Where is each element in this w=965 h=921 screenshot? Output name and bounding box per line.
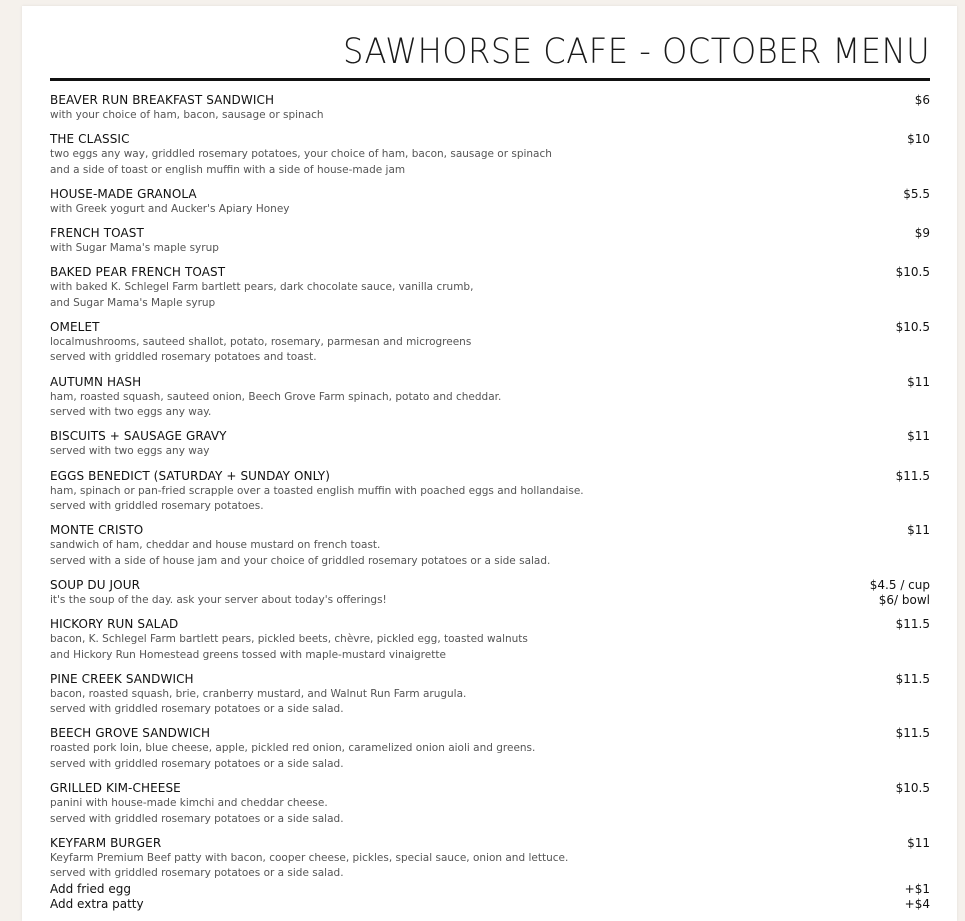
menu-item (50, 375, 930, 421)
menu-item-price: $4.5 / cup $6/ bowl (869, 577, 930, 607)
menu-item-name: BEECH GROVE SANDWICH (50, 726, 211, 741)
menu-item-description: with Greek yogurt and Aucker's Apiary Honey (50, 202, 290, 215)
menu-item (50, 836, 930, 882)
menu-item (50, 726, 930, 772)
menu-item-description: with your choice of ham, bacon, sausage or spinach (50, 109, 324, 121)
menu-item-price: $11 (907, 429, 930, 444)
menu-item-description: ham, spinach or pan-fried scrapple over a toasted english muffin with poached eggs and hollandaise. served with griddled rosemary potatoes. (50, 484, 584, 512)
menu-title: SAWHORSE CAFE - OCTOBER MENU (342, 32, 930, 72)
menu-items-list (50, 93, 930, 912)
menu-item-price: $11.5 (895, 671, 930, 686)
menu-item (50, 265, 930, 311)
menu-item-description: roasted pork loin, blue cheese, apple, pickled red onion, caramelized onion aioli and greens. served with griddled rosemary potatoes or a side salad. (50, 742, 536, 770)
menu-item-description: bacon, roasted squash, brie, cranberry mustard, and Walnut Run Farm arugula. served with griddled rosemary potatoes or a side salad. (50, 687, 467, 716)
menu-item-price: $10.5 (895, 781, 930, 796)
menu-item-description: localmushrooms, sauteed shallot, potato, rosemary, parmesan and microgreens served with griddled rosemary potatoes and toast. (50, 335, 472, 364)
menu-page (22, 6, 957, 921)
addon-label: Add extra patty (50, 896, 144, 911)
menu-item-price: $10.5 (895, 265, 930, 280)
menu-item-price: $11 (907, 374, 930, 389)
menu-item-price: $5.5 (903, 186, 930, 201)
menu-item-price: $11 (907, 523, 930, 538)
menu-item-price: $9 (914, 226, 930, 241)
menu-item-name: SOUP DU JOUR (50, 577, 141, 592)
menu-item-name: HICKORY RUN SALAD (50, 617, 179, 632)
menu-item-name: OMELET (50, 319, 100, 334)
addon-price: +$1 (904, 881, 930, 896)
menu-item (50, 523, 930, 569)
menu-item-name: AUTUMN HASH (50, 374, 142, 389)
menu-item-price: $10.5 (895, 319, 930, 334)
title-divider (50, 78, 930, 81)
menu-item-description: ham, roasted squash, sauteed onion, Beech Grove Farm spinach, potato and cheddar. served with two eggs any way. (50, 390, 502, 419)
menu-item-description: Keyfarm Premium Beef patty with bacon, cooper cheese, pickles, special sauce, onion and lettuce. served with griddled rosemary potatoes or a side salad. (50, 851, 569, 880)
menu-item-name: BEAVER RUN BREAKFAST SANDWICH (50, 93, 275, 107)
menu-item-name: EGGS BENEDICT (SATURDAY + SUNDAY ONLY) (50, 468, 331, 483)
menu-item-name: FRENCH TOAST (50, 226, 144, 241)
menu-item-price: $11.5 (895, 617, 930, 632)
menu-item-price: $11.5 (895, 468, 930, 483)
menu-item-name: GRILLED KIM-CHEESE (50, 781, 181, 796)
menu-item-price: $11.5 (895, 726, 930, 741)
menu-item (50, 672, 930, 718)
menu-item (50, 187, 930, 218)
menu-item-name: HOUSE-MADE GRANOLA (50, 186, 197, 201)
menu-addon (50, 897, 930, 912)
menu-item (50, 429, 930, 460)
menu-item-name: BISCUITS + SAUSAGE GRAVY (50, 429, 227, 444)
addon-price: +$4 (904, 896, 930, 911)
addon-label: Add fried egg (50, 881, 131, 896)
menu-item-price: $10 (907, 132, 930, 147)
menu-item-name: THE CLASSIC (50, 132, 130, 147)
menu-item-description: it's the soup of the day. ask your server about today's offerings! (50, 593, 387, 606)
menu-item (50, 617, 930, 663)
menu-item (50, 320, 930, 366)
menu-item-price: $6 (914, 93, 930, 107)
menu-item-description: panini with house-made kimchi and cheddar cheese. served with griddled rosemary potatoes or a side salad. (50, 797, 344, 825)
menu-item (50, 226, 930, 257)
menu-item-description: two eggs any way, griddled rosemary potatoes, your choice of ham, bacon, sausage or spinach and a side of toast or english muffin with a side of house-made jam (50, 148, 552, 176)
menu-item-description: served with two eggs any way (50, 445, 210, 458)
menu-item-description: sandwich of ham, cheddar and house mustard on french toast. served with a side of house jam and your choice of griddled rosemary potatoes or a side salad. (50, 539, 551, 567)
menu-item (50, 93, 930, 124)
menu-addon (50, 882, 930, 897)
menu-item-description: with Sugar Mama's maple syrup (50, 242, 219, 255)
menu-item-description: with baked K. Schlegel Farm bartlett pears, dark chocolate sauce, vanilla crumb, and Sugar Mama's Maple syrup (50, 281, 474, 309)
menu-item (50, 578, 930, 609)
menu-item-price: $11 (907, 835, 930, 850)
menu-item-name: BAKED PEAR FRENCH TOAST (50, 265, 226, 280)
menu-item (50, 132, 930, 178)
menu-item-name: MONTE CRISTO (50, 523, 144, 538)
menu-item (50, 469, 930, 515)
menu-item (50, 781, 930, 827)
menu-item-description: bacon, K. Schlegel Farm bartlett pears, pickled beets, chèvre, pickled egg, toasted walnuts and Hickory Run Homestead greens tossed with maple-mustard vinaigrette (50, 633, 528, 661)
menu-item-name: PINE CREEK SANDWICH (50, 671, 194, 686)
menu-item-name: KEYFARM BURGER (50, 835, 162, 850)
